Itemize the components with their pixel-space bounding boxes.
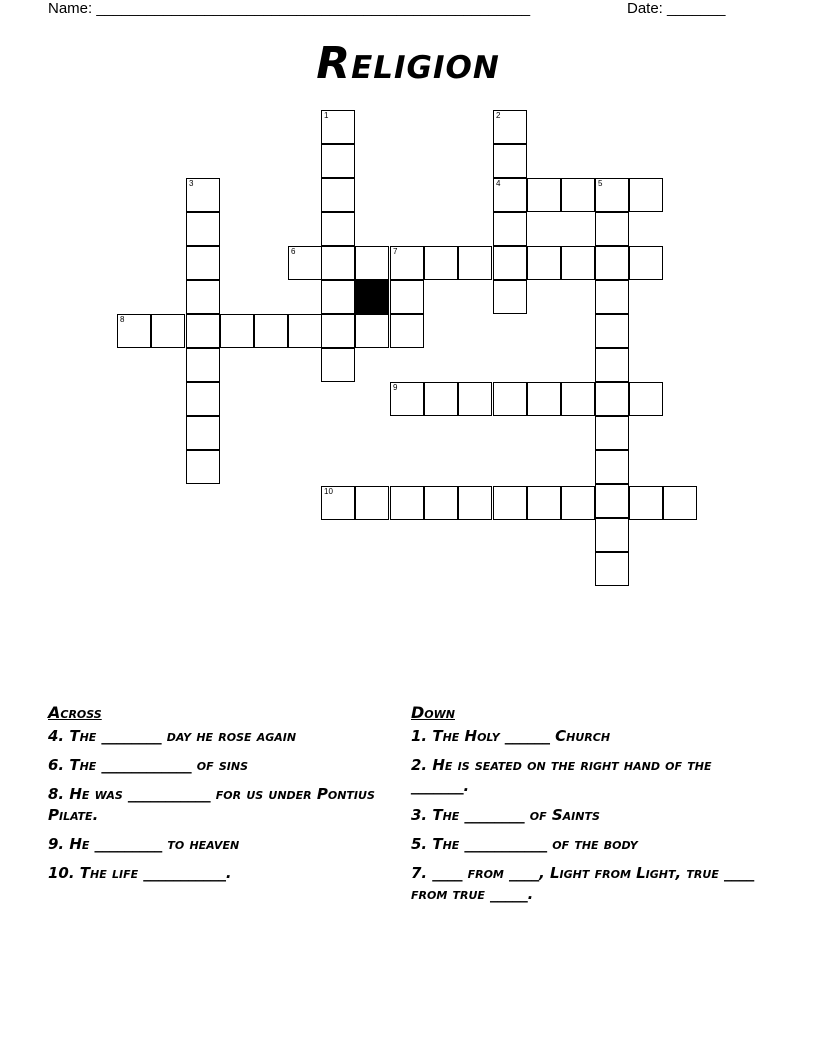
grid-cell[interactable] xyxy=(595,246,629,280)
grid-cell[interactable] xyxy=(186,416,220,450)
grid-cell[interactable] xyxy=(561,246,595,280)
grid-cell[interactable] xyxy=(424,382,458,416)
grid-cell[interactable] xyxy=(186,314,220,348)
grid-cell[interactable] xyxy=(527,486,561,520)
grid-cell[interactable] xyxy=(493,178,527,212)
grid-cell[interactable] xyxy=(595,552,629,586)
clue-number: 7 xyxy=(393,247,398,256)
grid-cell[interactable] xyxy=(355,246,389,280)
clue-number: 2 xyxy=(496,111,501,120)
grid-cell[interactable] xyxy=(561,382,595,416)
grid-cell[interactable] xyxy=(493,382,527,416)
grid-cell[interactable] xyxy=(595,314,629,348)
grid-cell[interactable] xyxy=(595,348,629,382)
grid-cell[interactable] xyxy=(117,314,151,348)
grid-cell[interactable] xyxy=(458,246,492,280)
grid-cell[interactable] xyxy=(595,212,629,246)
grid-cell[interactable] xyxy=(493,280,527,314)
grid-cell[interactable] xyxy=(458,486,492,520)
grid-cell[interactable] xyxy=(355,314,389,348)
grid-cell[interactable] xyxy=(561,178,595,212)
grid-cell[interactable] xyxy=(321,212,355,246)
grid-cell[interactable] xyxy=(321,246,355,280)
grid-cell[interactable] xyxy=(527,246,561,280)
grid-cell[interactable] xyxy=(493,486,527,520)
down-clue-1: 1. The Holy ______ Church xyxy=(411,727,611,745)
grid-cell[interactable] xyxy=(186,246,220,280)
down-clue-3: 3. The ________ of Saints xyxy=(411,806,600,824)
down-clue-5: 5. The ___________ of the body xyxy=(411,835,638,853)
across-clue-6: 6. The ____________ of sins xyxy=(48,756,248,774)
grid-cell[interactable] xyxy=(595,484,629,518)
clue-number: 1 xyxy=(324,111,329,120)
clue-number: 5 xyxy=(598,179,603,188)
grid-cell[interactable] xyxy=(254,314,288,348)
grid-cell[interactable] xyxy=(527,382,561,416)
grid-cell[interactable] xyxy=(355,486,389,520)
grid-cell[interactable] xyxy=(321,110,355,144)
grid-cell[interactable] xyxy=(321,314,355,348)
grid-cell[interactable] xyxy=(321,178,355,212)
grid-cell[interactable] xyxy=(390,246,424,280)
clue-number: 10 xyxy=(324,487,333,496)
down-clues xyxy=(411,702,771,913)
across-clue-9: 9. He _________ to heaven xyxy=(48,835,240,853)
grid-cell[interactable] xyxy=(151,314,185,348)
across-clue-4: 4. The ________ day he rose again xyxy=(48,727,297,745)
grid-cell[interactable] xyxy=(595,450,629,484)
grid-cell[interactable] xyxy=(288,314,322,348)
grid-cell[interactable] xyxy=(493,212,527,246)
grid-cell[interactable] xyxy=(527,178,561,212)
grid-cell[interactable] xyxy=(595,382,629,416)
date-line[interactable]: Date: _______ xyxy=(627,0,726,17)
grid-cell[interactable] xyxy=(629,246,663,280)
grid-cell[interactable] xyxy=(321,144,355,178)
grid-cell[interactable] xyxy=(390,280,424,314)
grid-cell[interactable] xyxy=(663,486,697,520)
across-heading: Across xyxy=(48,703,102,722)
clue-number: 6 xyxy=(291,247,296,256)
grid-cell[interactable] xyxy=(186,348,220,382)
down-clue-2: 2. He is seated on the right hand of the _______. xyxy=(411,756,712,795)
grid-cell[interactable] xyxy=(595,416,629,450)
grid-cell[interactable] xyxy=(321,486,355,520)
grid-cell[interactable] xyxy=(629,382,663,416)
grid-cell[interactable] xyxy=(493,110,527,144)
grid-cell[interactable] xyxy=(390,486,424,520)
grid-cell[interactable] xyxy=(321,348,355,382)
clue-number: 3 xyxy=(189,179,194,188)
clue-number: 9 xyxy=(393,383,398,392)
grid-cell[interactable] xyxy=(561,486,595,520)
grid-cell[interactable] xyxy=(493,246,527,280)
grid-cell[interactable] xyxy=(595,178,629,212)
grid-cell[interactable] xyxy=(186,382,220,416)
grid-cell[interactable] xyxy=(186,280,220,314)
grid-cell[interactable] xyxy=(321,280,355,314)
grid-cell[interactable] xyxy=(390,314,424,348)
name-line[interactable]: Name: ____________________________________________________ xyxy=(48,0,531,17)
across-clue-10: 10. The life ___________. xyxy=(48,864,232,882)
grid-cell[interactable] xyxy=(288,246,322,280)
grid-cell[interactable] xyxy=(595,518,629,552)
grid-cell[interactable] xyxy=(220,314,254,348)
grid-cell[interactable] xyxy=(424,486,458,520)
grid-cell[interactable] xyxy=(595,280,629,314)
clue-number: 4 xyxy=(496,179,501,188)
black-cell xyxy=(355,280,389,314)
grid-cell[interactable] xyxy=(186,212,220,246)
grid-cell[interactable] xyxy=(186,178,220,212)
grid-cell[interactable] xyxy=(493,144,527,178)
clue-number: 8 xyxy=(120,315,125,324)
grid-cell[interactable] xyxy=(186,450,220,484)
page-title: Religion xyxy=(316,38,500,89)
across-clue-8: 8. He was ___________ for us under Pontius Pilate. xyxy=(48,785,375,824)
down-clue-7: 7. ____ from ____, Light from Light, true ____ from true _____. xyxy=(411,864,755,903)
grid-cell[interactable] xyxy=(629,486,663,520)
grid-cell[interactable] xyxy=(390,382,424,416)
grid-cell[interactable] xyxy=(424,246,458,280)
down-heading: Down xyxy=(411,703,455,722)
grid-cell[interactable] xyxy=(458,382,492,416)
across-clues xyxy=(48,702,378,892)
grid-cell[interactable] xyxy=(629,178,663,212)
